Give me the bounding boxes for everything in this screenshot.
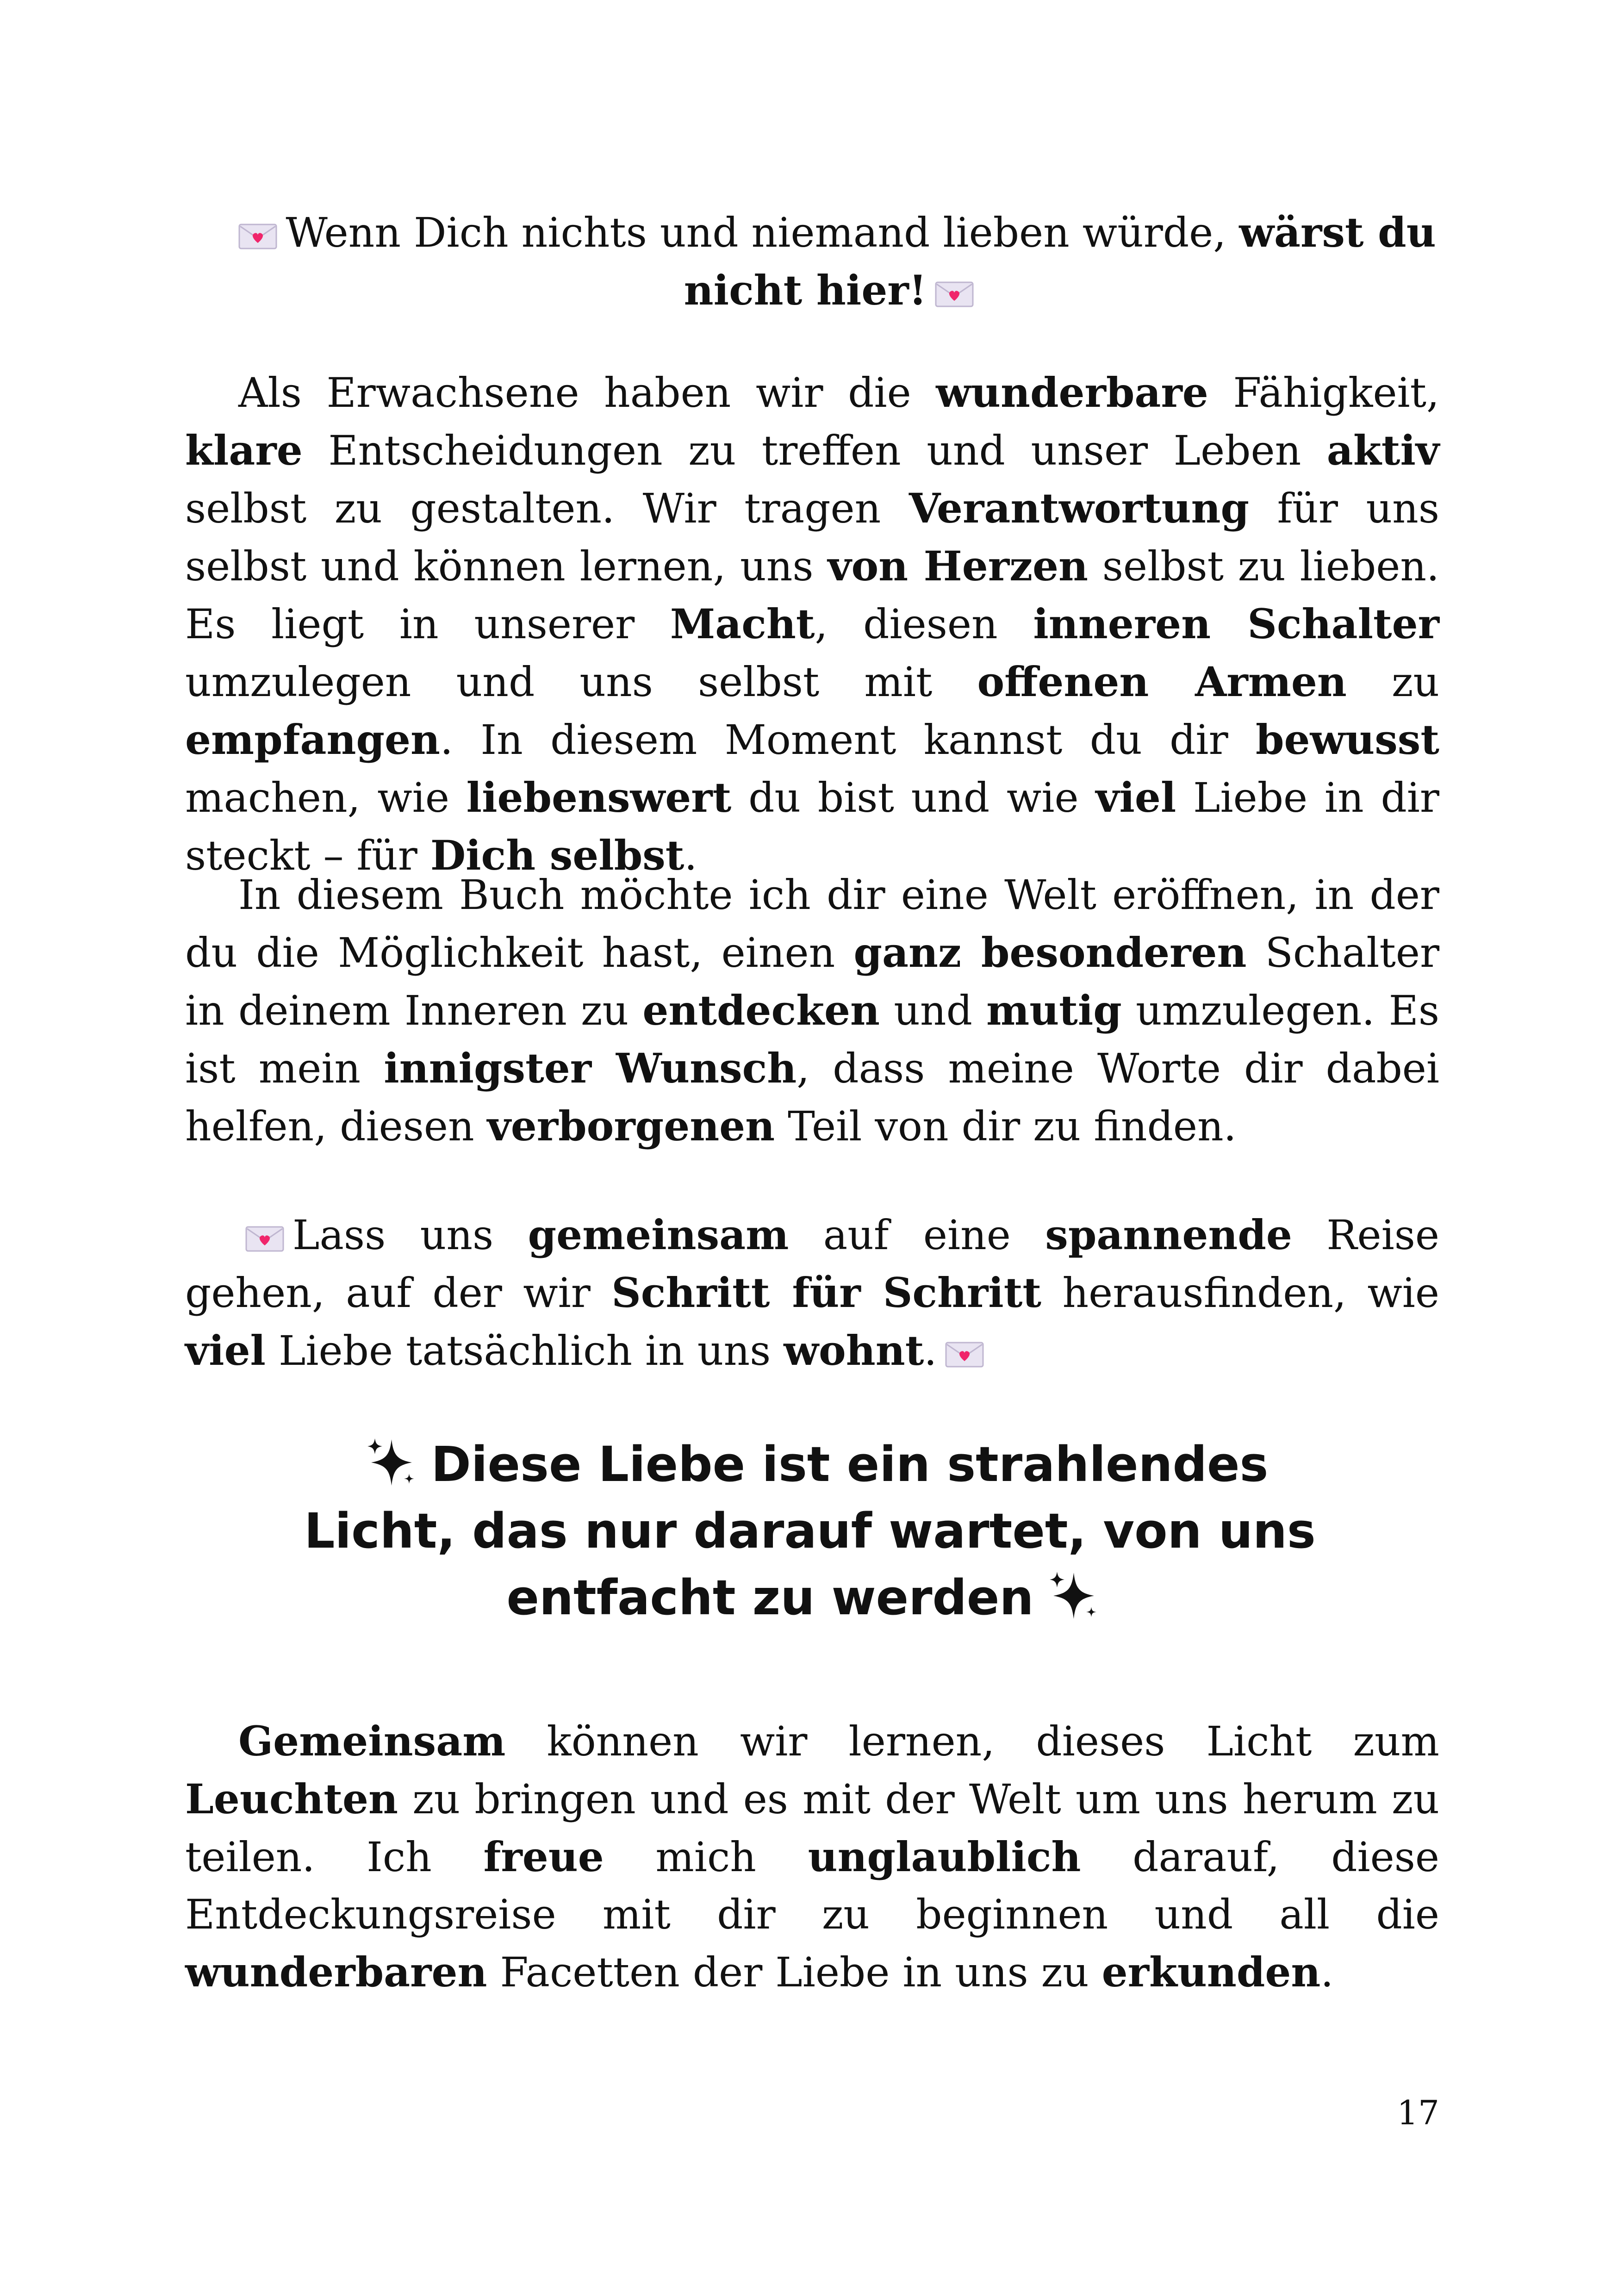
- text-run: , diesen: [815, 600, 1033, 648]
- text-run: umzulegen und uns selbst mit: [185, 658, 977, 706]
- text-run: Entscheidungen zu treffen und unser Leben: [302, 427, 1327, 474]
- text-run: .: [684, 832, 697, 879]
- bold-text: empfangen: [185, 716, 440, 764]
- text-run: Fähigkeit,: [1208, 369, 1439, 417]
- text-run: auf eine: [789, 1211, 1045, 1259]
- bold-text: gemeinsam: [528, 1211, 789, 1259]
- text-run: Schalter in deinem Inneren zu: [185, 929, 1440, 1034]
- bold-text: viel: [185, 1326, 266, 1375]
- text-run: Liebe tatsächlich in uns: [265, 1327, 784, 1375]
- text-run: mich: [604, 1833, 808, 1881]
- text-run: .: [1320, 1948, 1334, 1996]
- bold-text: aktiv: [1326, 426, 1439, 474]
- bold-text: mutig: [986, 986, 1122, 1034]
- text-run: Facetten der Liebe in uns zu: [487, 1948, 1102, 1996]
- love-letter-icon: [945, 1341, 984, 1369]
- text-run: , dass meine Worte dir dabei helfen, diesen: [185, 1045, 1440, 1150]
- text-run: können wir lernen, dieses Licht zum: [505, 1717, 1439, 1765]
- text-run: Liebe in dir steckt – für: [185, 774, 1439, 879]
- text-run: zu: [1346, 658, 1440, 706]
- sparkles-icon: [364, 1436, 419, 1491]
- bold-text: bewusst: [1256, 716, 1439, 764]
- text-run: . In diesem Moment kannst du dir: [440, 716, 1256, 764]
- text-run: darauf, diese Entdeckungsreise mit dir zu beginnen und all die: [185, 1833, 1440, 1938]
- bold-text: Macht: [670, 600, 815, 648]
- paragraph-2: [185, 866, 1439, 1155]
- love-letter-icon: [238, 223, 277, 250]
- bold-text: innigster Wunsch: [384, 1044, 797, 1092]
- bold-text: Leuchten: [185, 1775, 398, 1823]
- bold-text: unglaublich: [808, 1833, 1081, 1881]
- bold-text: ganz besonderen: [853, 928, 1247, 977]
- bold-text: spannende: [1045, 1211, 1292, 1259]
- text-run: machen, wie: [185, 774, 467, 821]
- text-run: du bist und wie: [731, 774, 1096, 821]
- bold-text: inneren Schalter: [1033, 600, 1439, 648]
- text-run: Teil von dir zu finden.: [775, 1102, 1237, 1150]
- bold-text: entdecken: [642, 986, 880, 1034]
- intro-paragraph: [213, 204, 1453, 319]
- bold-text: verborgenen: [487, 1102, 775, 1150]
- love-letter-icon: [245, 1225, 284, 1253]
- bold-text: freue: [483, 1833, 604, 1881]
- bold-text: Dich selbst: [430, 831, 685, 879]
- bold-text: Schritt für Schritt: [611, 1269, 1042, 1317]
- paragraph-1: [185, 364, 1439, 884]
- section-heading: [278, 1431, 1342, 1631]
- text-run: .: [924, 1327, 937, 1375]
- text-run: Als Erwachsene haben wir die: [238, 369, 936, 417]
- bold-text: liebenswert: [466, 773, 732, 821]
- bold-text: wunderbare: [936, 368, 1208, 417]
- text-run: herausfinden, wie: [1041, 1269, 1439, 1317]
- bold-text: wohnt: [784, 1326, 924, 1375]
- text-run: Reise gehen, auf der wir: [185, 1211, 1439, 1317]
- text-run: zu bringen und es mit der Welt um uns herum zu teilen. Ich: [185, 1775, 1439, 1881]
- text-run: Licht, das nur darauf wartet, von uns: [304, 1503, 1316, 1559]
- heading-line-1: [278, 1431, 1342, 1498]
- paragraph-4: [185, 1712, 1439, 2001]
- intro-bold: wärst du nicht hier!: [684, 208, 1436, 314]
- page-number: 17: [1397, 2093, 1439, 2132]
- bold-text: erkunden: [1101, 1948, 1321, 1996]
- paragraph-3: [185, 1206, 1439, 1380]
- text-run: selbst zu gestalten. Wir tragen: [185, 485, 909, 532]
- text-run: entfacht zu werden: [506, 1569, 1034, 1626]
- bold-text: klare: [185, 426, 303, 474]
- text-run: und: [880, 987, 987, 1034]
- text-run: In diesem Buch möchte ich dir eine Welt eröffnen, in der du die Möglichkeit hast, einen: [185, 871, 1439, 977]
- sparkles-icon: [1046, 1569, 1101, 1624]
- text-run: umzulegen. Es ist mein: [185, 987, 1439, 1092]
- intro-text: Wenn Dich nichts und niemand lieben würde,: [286, 209, 1239, 256]
- bold-text: Verantwortung: [909, 484, 1250, 532]
- text-run: für uns selbst und können lernen, uns: [185, 485, 1439, 590]
- bold-text: viel: [1095, 773, 1176, 821]
- bold-text: Gemeinsam: [238, 1717, 506, 1765]
- heading-line-3: [278, 1564, 1342, 1631]
- heading-line-2: [278, 1498, 1342, 1564]
- text-run: selbst zu lieben. Es liegt in unserer: [185, 542, 1439, 648]
- text-run: Diese Liebe ist ein strahlendes: [431, 1436, 1269, 1493]
- text-run: Lass uns: [292, 1211, 528, 1259]
- love-letter-icon: [935, 280, 974, 308]
- bold-text: wunderbaren: [185, 1948, 487, 1996]
- bold-text: offenen Armen: [977, 658, 1347, 706]
- bold-text: von Herzen: [828, 542, 1089, 590]
